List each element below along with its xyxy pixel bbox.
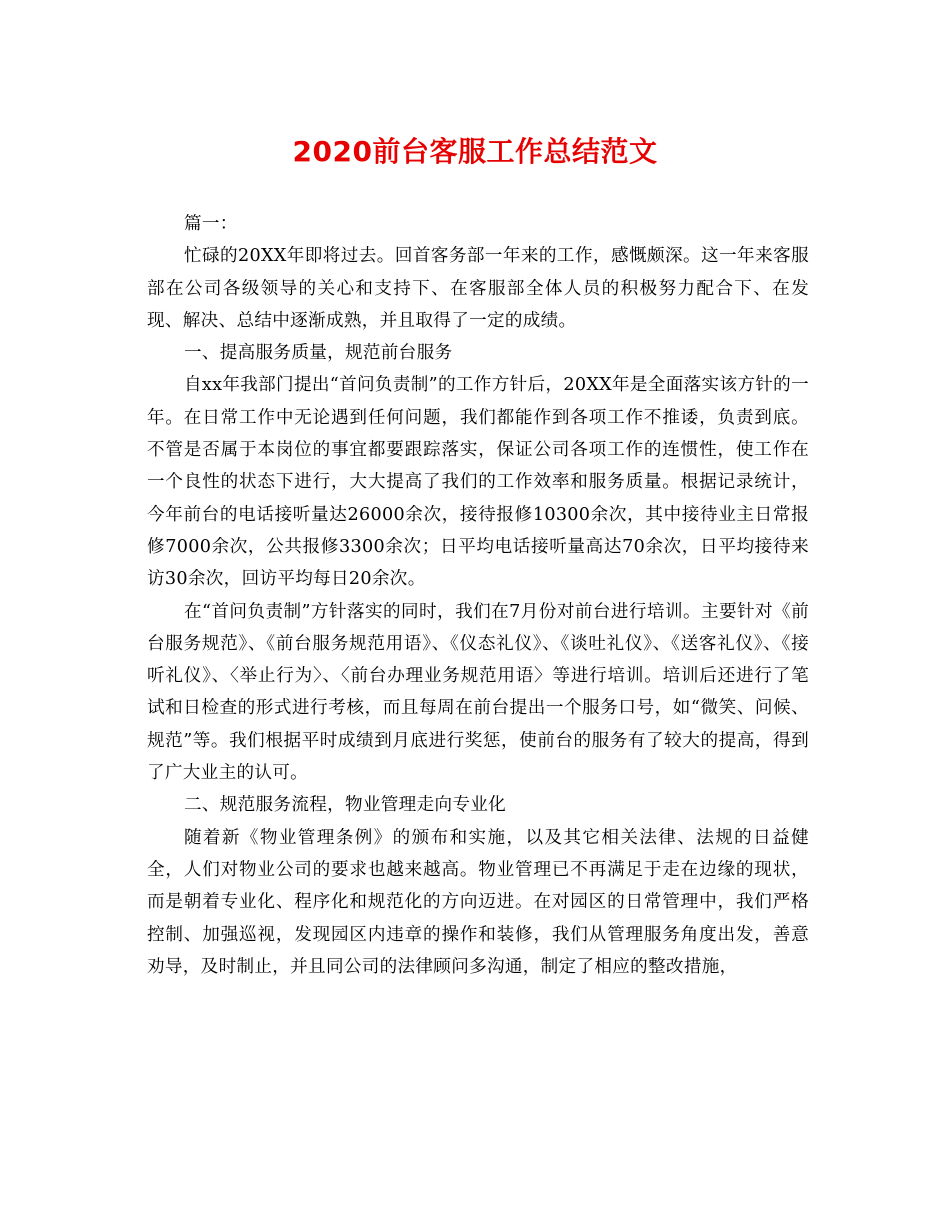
paragraph-intro: 忙碌的20XX年即将过去。回首客务部一年来的工作，感慨颇深。这一年来客服部在公司各级领导的关心和支持下、在客服部全体人员的积极努力配合下、在发现、解决、总结中逐渐成熟，并且取得了一定的成绩。 <box>147 246 809 331</box>
document-body <box>147 208 809 983</box>
paragraph-training: 在“首问负责制”方针落实的同时，我们在7月份对前台进行培训。主要针对《前台服务规范》、《前台服务规范用语》、《仪态礼仪》、《谈吐礼仪》、《送客礼仪》、《接听礼仪》、〈举止行为〉、〈前台办理业务规范用语〉等进行培训。培训后还进行了笔试和日检查的形式进行考核，而且每周在前台提出一个服务口号，如“微笑、问候、规范”等。我们根据平时成绩到月底进行奖惩，使前台的服务有了较大的提高，得到了广大业主的认可。 <box>147 601 809 784</box>
paragraph-heading-part-one: 篇一： <box>183 214 238 234</box>
paragraph-property-management: 随着新《物业管理条例》的颁布和实施，以及其它相关法律、法规的日益健全，人们对物业公司的要求也越来越高。物业管理已不再满足于走在边缘的现状，而是朝着专业化、程序化和规范化的方向迈进。在对园区的日常管理中，我们严格控制、加强巡视，发现园区内违章的操作和装修，我们从管理服务角度出发，善意劝导，及时制止，并且同公司的法律顾问多沟通，制定了相应的整改措施， <box>147 827 809 977</box>
paragraph-first-question-policy: 自xx年我部门提出“首问负责制”的工作方针后，20XX年是全面落实该方针的一年。在日常工作中无论遇到任何问题，我们都能作到各项工作不推诿，负责到底。不管是否属于本岗位的事宜都要跟踪落实，保证公司各项工作的连惯性，使工作在一个良性的状态下进行，大大提高了我们的工作效率和服务质量。根据记录统计，今年前台的电话接听量达26000余次，接待报修10300余次，其中接待业主日常报修7000余次，公共报修3300余次；日平均电话接听量高达70余次，日平均接待来访30余次，回访平均每日20余次。 <box>147 375 809 590</box>
section-heading-1: 一、提高服务质量，规范前台服务 <box>183 343 453 364</box>
document-title: 2020前台客服工作总结范文 <box>292 135 658 168</box>
section-heading-2: 二、规范服务流程，物业管理走向专业化 <box>183 795 507 816</box>
